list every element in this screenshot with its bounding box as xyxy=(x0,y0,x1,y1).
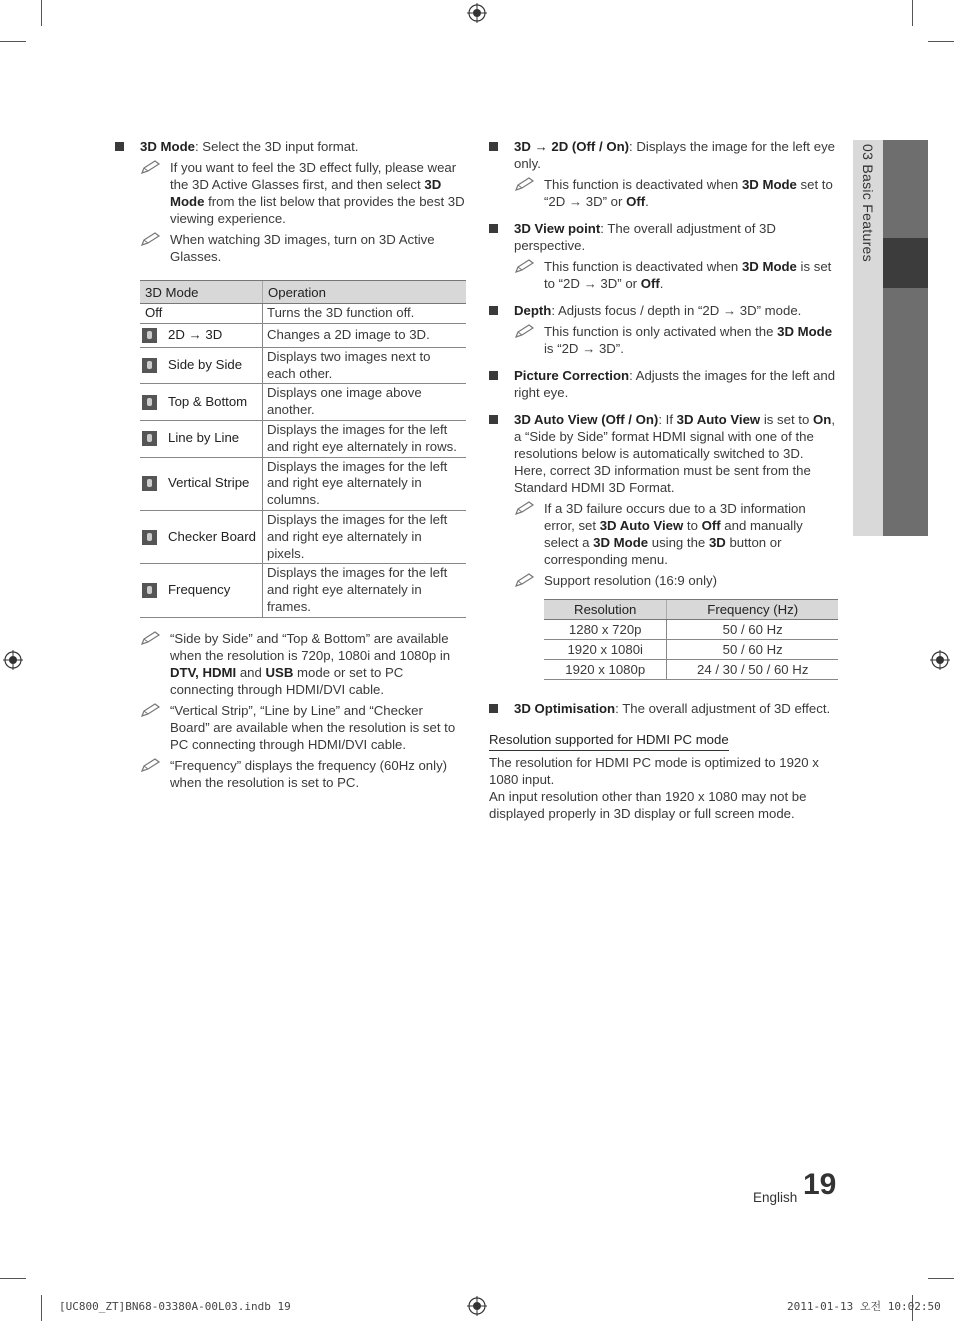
note-bold: Off xyxy=(640,276,660,291)
pencil-note-icon xyxy=(140,159,164,175)
note-text: button or corresponding menu. xyxy=(544,535,782,567)
item-3d-optimisation xyxy=(489,700,839,717)
table-row xyxy=(140,384,466,421)
term: 3D View point xyxy=(514,221,601,236)
description: , a “Side by Side” format HDMI signal with one of the resolutions below is automatically switched to 3D. Here, correct 3D information must be sent from the Standard HDMI 3D Format. xyxy=(514,412,835,495)
crop-mark xyxy=(912,0,913,26)
term: 3D → 2D (Off / On) xyxy=(514,139,630,154)
note-bold: 3D Mode xyxy=(170,177,442,209)
crop-mark xyxy=(928,1278,954,1279)
note xyxy=(140,159,465,227)
footer-language: English xyxy=(753,1190,798,1205)
note-bold: 3D Mode xyxy=(741,259,797,274)
note xyxy=(140,757,465,791)
description: : The overall adjustment of 3D perspective. xyxy=(514,221,776,253)
description: is set to xyxy=(760,412,813,427)
note-bold: 3D Mode xyxy=(741,177,797,192)
pencil-note-icon xyxy=(140,702,164,718)
pencil-note-icon xyxy=(140,231,164,247)
description: : If xyxy=(658,412,677,427)
pencil-note-icon xyxy=(514,500,538,516)
note-text: from the list below that provides the best 3D viewing experience. xyxy=(170,194,465,226)
note-text: This function is deactivated when xyxy=(544,259,742,274)
item-3d-view-point xyxy=(489,220,839,292)
table-row xyxy=(544,620,838,640)
note-bold: USB xyxy=(265,664,294,680)
table-row xyxy=(544,660,838,680)
table-cell: 1280 x 720p xyxy=(544,620,667,640)
mode-name: Line by Line xyxy=(164,420,263,457)
table-row xyxy=(140,510,466,563)
note-text: If you want to feel the 3D effect fully, please wear the 3D Active Glasses first, and then select xyxy=(170,160,457,192)
chapter-tab-marker xyxy=(883,238,928,288)
crop-mark xyxy=(41,0,42,26)
mode-operation: Displays two images next to each other. xyxy=(263,347,467,384)
registration-mark-icon xyxy=(930,650,950,670)
item-3d-mode xyxy=(115,138,465,265)
note-text: set to “2D → 3D” or xyxy=(544,177,833,209)
mode-name: Frequency xyxy=(164,564,263,617)
crop-mark xyxy=(41,1295,42,1321)
note-bold: 3D Mode xyxy=(593,535,649,550)
mode-name: Side by Side xyxy=(164,347,263,384)
table-cell: 50 / 60 Hz xyxy=(667,620,838,640)
hdmi-pc-section xyxy=(489,731,839,822)
note-text: mode or set to PC connecting through HDMI/DVI cable. xyxy=(170,664,404,697)
line-by-line-icon xyxy=(142,431,157,446)
mode-operation: Displays the images for the left and right eye alternately in frames. xyxy=(263,564,467,617)
mode-name: Vertical Stripe xyxy=(164,457,263,510)
pencil-note-icon xyxy=(514,323,538,339)
registration-mark-icon xyxy=(3,650,23,670)
note-text: This function is deactivated when xyxy=(544,177,742,192)
note-text: is set to “2D → 3D” or xyxy=(544,259,832,291)
bullet-icon xyxy=(115,142,124,151)
note-text: . xyxy=(645,194,649,209)
description: : Select the 3D input format. xyxy=(194,139,359,154)
pencil-note-icon xyxy=(140,757,164,773)
table-cell: 1920 x 1080p xyxy=(544,660,667,680)
description: : The overall adjustment of 3D effect. xyxy=(615,701,831,716)
note-text: This function is only activated when the xyxy=(544,324,778,339)
note-text: and xyxy=(236,664,266,680)
description-bold: On xyxy=(812,412,832,427)
note-text: to xyxy=(683,518,702,533)
term: 3D Optimisation xyxy=(514,701,616,716)
crop-mark xyxy=(0,1278,26,1279)
note-text: “Vertical Strip”, “Line by Line” and “Checker Board” are available when the resolution is set to PC connecting through HDMI/DVI cable. xyxy=(170,702,456,752)
note xyxy=(514,323,839,357)
resolution-table xyxy=(544,599,838,680)
right-column xyxy=(489,138,839,822)
column-header: Resolution xyxy=(544,600,667,620)
table-row xyxy=(140,304,466,324)
print-slug-date: 2011-01-13 오전 10:02:50 xyxy=(787,1300,941,1313)
item-picture-correction xyxy=(489,367,839,401)
table-cell: 24 / 30 / 50 / 60 Hz xyxy=(667,660,838,680)
note xyxy=(140,630,465,698)
column-header: Operation xyxy=(263,281,467,304)
crop-mark xyxy=(928,41,954,42)
note xyxy=(514,176,839,210)
note-text: “Frequency” displays the frequency (60Hz only) when the resolution is set to PC. xyxy=(170,757,448,790)
mode-name: Top & Bottom xyxy=(164,384,263,421)
item-3d-to-2d xyxy=(489,138,839,210)
table-row xyxy=(140,420,466,457)
bullet-icon xyxy=(489,415,498,424)
item-3d-auto-view xyxy=(489,411,839,680)
mode-name: 2D → 3D xyxy=(164,323,263,347)
mode-name: Checker Board xyxy=(164,510,263,563)
note-text: “Side by Side” and “Top & Bottom” are available when the resolution is 720p, 1080i and 1080p in xyxy=(170,630,451,663)
page-number: 19 xyxy=(803,1168,837,1201)
table-notes xyxy=(115,630,465,791)
pencil-note-icon xyxy=(514,258,538,274)
crop-mark xyxy=(0,41,26,42)
bullet-icon xyxy=(489,704,498,713)
side-by-side-icon xyxy=(142,358,157,373)
note-text: Support resolution (16:9 only) xyxy=(544,573,718,588)
note-text: If a 3D failure occurs due to a 3D information error, set xyxy=(544,501,806,533)
chapter-label: 03 Basic Features xyxy=(860,144,876,262)
left-column xyxy=(115,138,465,791)
note xyxy=(140,702,465,753)
table-header-row xyxy=(544,600,838,620)
registration-mark-icon xyxy=(467,3,487,23)
table-row xyxy=(140,347,466,384)
note xyxy=(514,258,839,292)
bullet-icon xyxy=(489,224,498,233)
mode-operation: Displays one image above another. xyxy=(263,384,467,421)
table-row xyxy=(140,564,466,617)
mode-operation: Turns the 3D function off. xyxy=(263,304,467,324)
note-text: using the xyxy=(648,535,709,550)
note xyxy=(514,572,839,589)
note-bold: 3D xyxy=(708,535,726,550)
note-bold: 3D Auto View xyxy=(599,518,684,533)
description: : Displays the image for the left eye only. xyxy=(514,139,836,171)
mode-operation: Changes a 2D image to 3D. xyxy=(263,323,467,347)
column-header: Frequency (Hz) xyxy=(667,600,838,620)
table-cell: 50 / 60 Hz xyxy=(667,640,838,660)
note-bold: Off xyxy=(701,518,721,533)
note-bold: DTV, HDMI xyxy=(170,664,237,680)
description: : Adjusts focus / depth in “2D → 3D” mode. xyxy=(551,303,802,318)
term: Picture Correction xyxy=(514,368,630,383)
3d-mode-table xyxy=(140,280,466,618)
registration-mark-icon xyxy=(467,1296,487,1316)
print-slug-file: [UC800_ZT]BN68-03380A-00L03.indb 19 xyxy=(59,1300,291,1313)
top-and-bottom-icon xyxy=(142,395,157,410)
pencil-note-icon xyxy=(140,630,164,646)
vertical-stripe-icon xyxy=(142,476,157,491)
checker-board-icon xyxy=(142,530,157,545)
note-text: and manually select a xyxy=(544,518,803,550)
note-bold: Off xyxy=(626,194,646,209)
note-text: When watching 3D images, turn on 3D Active Glasses. xyxy=(170,232,435,264)
table-row xyxy=(140,457,466,510)
section-paragraph: An input resolution other than 1920 x 1080 may not be displayed properly in 3D display or full screen mode. xyxy=(489,789,807,821)
chapter-tab-dark xyxy=(883,140,928,536)
bullet-icon xyxy=(489,371,498,380)
frequency-icon xyxy=(142,583,157,598)
item-depth xyxy=(489,302,839,357)
description: : Adjusts the images for the left and right eye. xyxy=(514,368,836,400)
mode-name: Off xyxy=(140,304,263,324)
column-header: 3D Mode xyxy=(140,281,263,304)
pencil-note-icon xyxy=(514,572,538,588)
note-bold: 3D Mode xyxy=(777,324,833,339)
mode-operation: Displays the images for the left and right eye alternately in columns. xyxy=(263,457,467,510)
note-text: is “2D → 3D”. xyxy=(544,341,624,356)
chapter-tab xyxy=(853,140,928,536)
mode-operation: Displays the images for the left and right eye alternately in pixels. xyxy=(263,510,467,563)
bullet-icon xyxy=(489,142,498,151)
pencil-note-icon xyxy=(514,176,538,192)
note xyxy=(514,500,839,568)
note xyxy=(140,231,465,265)
term: Depth xyxy=(514,303,552,318)
term: 3D Auto View (Off / On) xyxy=(514,412,659,427)
bullet-icon xyxy=(489,306,498,315)
section-paragraph: The resolution for HDMI PC mode is optimized to 1920 x 1080 input. xyxy=(489,755,819,787)
table-row xyxy=(140,323,466,347)
term: 3D Mode xyxy=(140,139,195,154)
mode-operation: Displays the images for the left and right eye alternately in rows. xyxy=(263,420,467,457)
table-row xyxy=(544,640,838,660)
note-text: . xyxy=(659,276,664,291)
table-cell: 1920 x 1080i xyxy=(544,640,667,660)
section-title: Resolution supported for HDMI PC mode xyxy=(489,731,729,751)
2d-to-3d-icon xyxy=(142,328,157,343)
description-bold: 3D Auto View xyxy=(676,412,761,427)
table-header-row xyxy=(140,281,466,304)
